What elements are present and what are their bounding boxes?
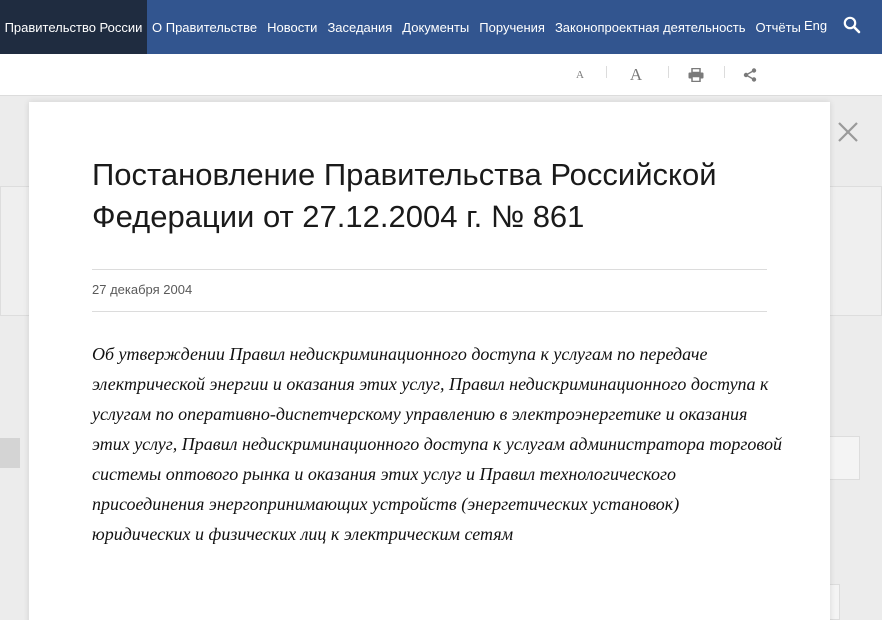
nav-links bbox=[147, 0, 801, 54]
close-icon[interactable] bbox=[836, 120, 860, 144]
toolbar-divider bbox=[606, 66, 607, 78]
search-icon[interactable] bbox=[843, 16, 861, 34]
document-description: Об утверждении Правил недискриминационного доступа к услугам по передаче электрической энергии и оказания этих услуг, Правил недискриминационного доступа к услугам по оперативно-диспетчерскому управлению в электроэнергетике и оказания этих услуг, Правил недискриминационного доступа к услугам администратора торговой системы оптового рынка и оказания этих услуг и Правил технологического присоединения энергопринимающих устройств (энергетических установок) юридических и физических лиц к электрическим сетям bbox=[92, 344, 782, 544]
document-date: 27 декабря 2004 bbox=[92, 282, 193, 297]
nav-link-legislation[interactable]: Законопроектная деятельность bbox=[554, 19, 746, 35]
document-title: Постановление Правительства Российской Федерации от 27.12.2004 г. № 861 bbox=[92, 157, 717, 234]
divider bbox=[92, 269, 767, 270]
nav-link-reports[interactable]: Отчёты bbox=[755, 19, 801, 35]
font-increase-button[interactable]: A bbox=[629, 65, 643, 84]
nav-link-news[interactable]: Новости bbox=[267, 19, 318, 35]
toolbar-divider bbox=[668, 66, 669, 78]
document-toolbar bbox=[0, 54, 882, 96]
top-navigation bbox=[0, 0, 882, 54]
nav-link-meetings[interactable]: Заседания bbox=[327, 19, 393, 35]
nav-link-documents[interactable]: Документы bbox=[402, 19, 470, 35]
background-heading-fragment bbox=[0, 432, 22, 482]
nav-link-about[interactable]: О Правительстве bbox=[152, 19, 258, 35]
share-icon[interactable] bbox=[740, 54, 760, 96]
nav-link-instructions[interactable]: Поручения bbox=[479, 19, 545, 35]
language-switch[interactable]: Eng bbox=[804, 18, 828, 33]
document-modal bbox=[29, 102, 830, 620]
print-icon[interactable] bbox=[686, 54, 706, 96]
brand-link[interactable]: Правительство России bbox=[0, 0, 147, 54]
toolbar-divider bbox=[724, 66, 725, 78]
font-decrease-button[interactable]: A bbox=[576, 69, 584, 81]
divider bbox=[92, 311, 767, 312]
